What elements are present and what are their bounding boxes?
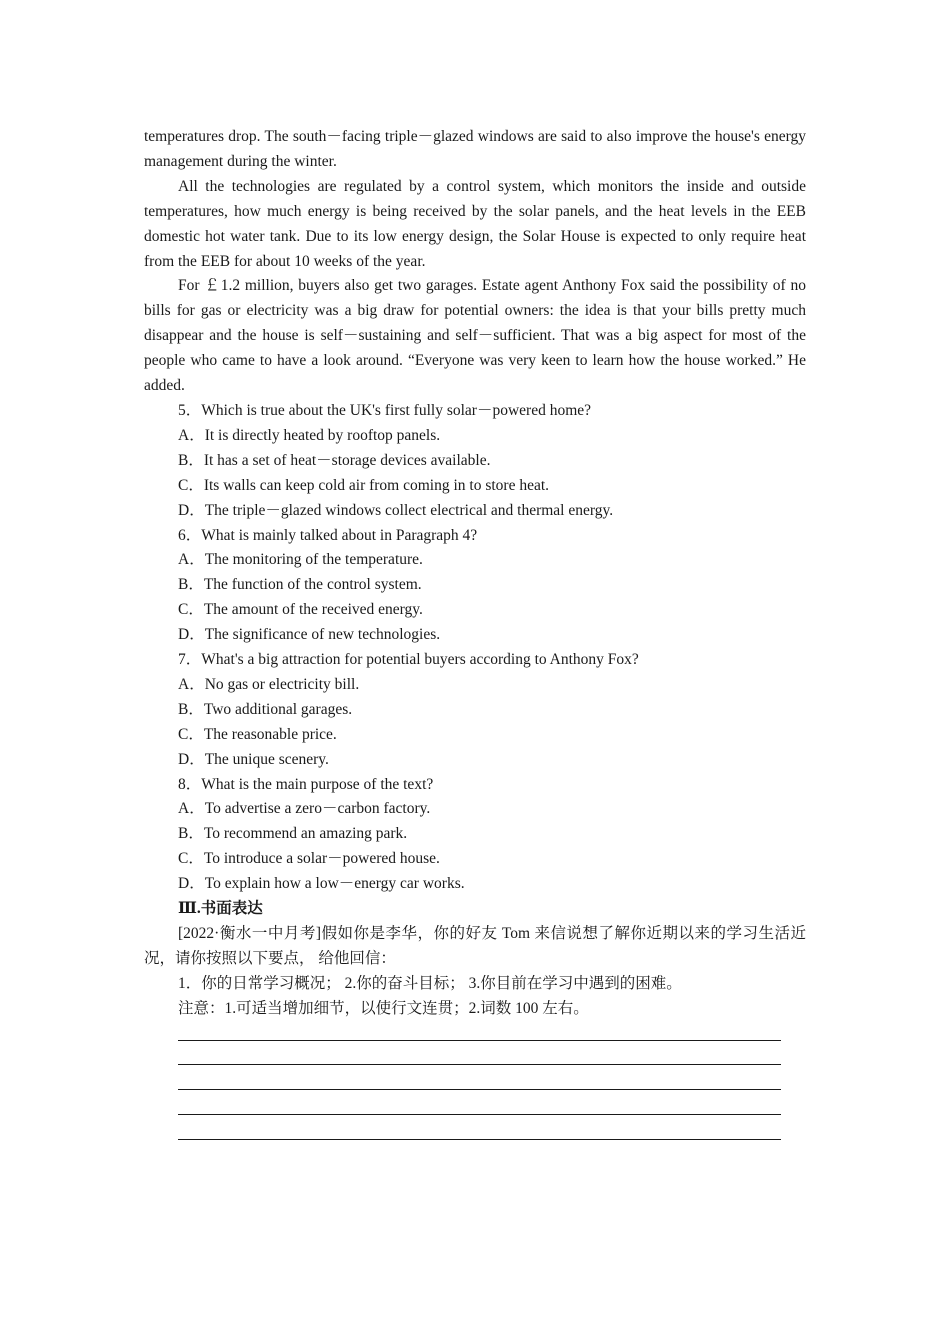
question-5 — [144, 399, 806, 524]
answer-line[interactable] — [178, 1071, 781, 1096]
answer-line[interactable] — [178, 1096, 781, 1121]
section-heading: Ⅲ.书面表达 — [178, 900, 263, 918]
answer-option: A．No gas or electricity bill. — [178, 675, 360, 693]
question-8 — [144, 773, 806, 898]
question-stem: 6．What is mainly talked about in Paragraph 4? — [178, 526, 478, 544]
writing-points: 1．你的日常学习概况； 2.你的奋斗目标； 3.你目前在学习中遇到的困难。 — [178, 974, 682, 992]
question-7 — [144, 648, 806, 773]
answer-option: B．The function of the control system. — [178, 576, 422, 594]
answer-line[interactable] — [178, 1022, 781, 1047]
answer-option: B．Two additional garages. — [178, 700, 353, 718]
answer-option: C．The reasonable price. — [178, 725, 337, 743]
document-page — [144, 125, 806, 1146]
answer-option: D．The triple－glazed windows collect electrical and thermal energy. — [178, 501, 614, 519]
passage-paragraph: For ￡1.2 million, buyers also get two garages. Estate agent Anthony Fox said the possibility of no bills for gas or electricity was a big draw for potential owners: the idea is that your bills pretty much disappear and the house is self－sustaining and self－sufficient. That was a big aspect for most of the people who came to have a look around. “Everyone was very keen to learn how the house worked.” He added. — [144, 277, 806, 395]
passage-paragraph: All the technologies are regulated by a control system, which monitors the inside and outside temperatures, how much energy is being received by the solar panels, and the heat levels in the EEB domestic hot water tank. Due to its low energy design, the Solar House is expected to only require heat from the EEB for about 10 weeks of the year. — [144, 177, 806, 270]
answer-option: D．To explain how a low－energy car works. — [178, 875, 465, 893]
writing-prompt: [2022·衡水一中月考]假如你是李华，你的好友 Tom 来信说想了解你近期以来的学习生活近况，请你按照以下要点， 给他回信： — [144, 925, 806, 967]
passage-paragraph: temperatures drop. The south－facing triple－glazed windows are said to also improve the house's energy management during the winter. — [144, 128, 806, 170]
answer-option: B．It has a set of heat－storage devices available. — [178, 451, 491, 469]
answer-option: A．To advertise a zero－carbon factory. — [178, 800, 431, 818]
answer-option: C．Its walls can keep cold air from coming in to store heat. — [178, 476, 550, 494]
answer-option: A．It is directly heated by rooftop panels. — [178, 426, 441, 444]
answer-option: B．To recommend an amazing park. — [178, 825, 408, 843]
answer-lines — [144, 1022, 806, 1146]
answer-option: D．The significance of new technologies. — [178, 626, 441, 644]
answer-line[interactable] — [178, 1047, 781, 1072]
answer-option: A．The monitoring of the temperature. — [178, 551, 423, 569]
question-stem: 5．Which is true about the UK's first fully solar－powered home? — [178, 401, 592, 419]
answer-option: C．The amount of the received energy. — [178, 601, 423, 619]
answer-option: D．The unique scenery. — [178, 750, 329, 768]
answer-option: C．To introduce a solar－powered house. — [178, 850, 440, 868]
question-stem: 8．What is the main purpose of the text? — [178, 775, 434, 793]
question-stem: 7．What's a big attraction for potential buyers according to Anthony Fox? — [178, 651, 639, 669]
question-6 — [144, 524, 806, 649]
answer-line[interactable] — [178, 1121, 781, 1146]
writing-note: 注意：1.可适当增加细节，以使行文连贯；2.词数 100 左右。 — [178, 999, 589, 1017]
